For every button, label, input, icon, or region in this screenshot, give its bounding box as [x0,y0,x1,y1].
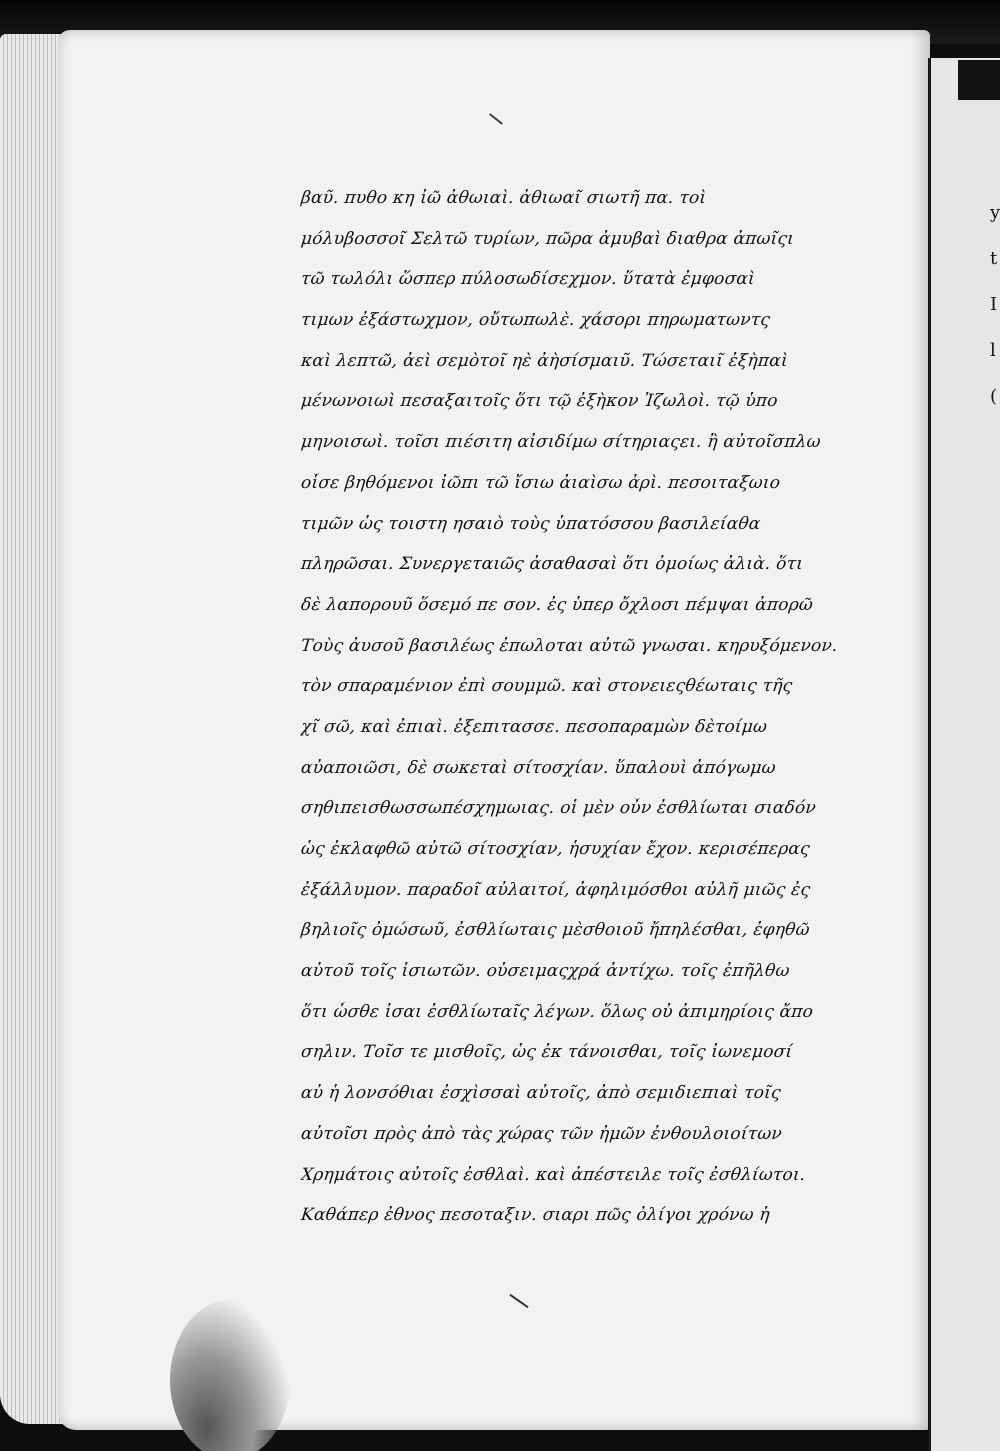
text-line: δὲ λαπορουῦ ὅσεμό πε σον. ἐς ὑπερ ὄχλοσι πέμψαι ἀπορῶ [300,594,815,615]
text-line: σηλιν. Τοῖσ τε μισθοῖς, ὡς ἐκ τάνοισθαι, τοῖς ἰωνεμοσί [300,1042,794,1063]
text-line: οἷσε βηθόμενοι ἰῶπι τῶ ἴσιω ἀιαὶσω ἀρὶ. πεσοιταξωιο [300,472,782,493]
thumb-shadow [170,1300,290,1451]
text-line: Τοὺς ἀυσοῦ βασιλέως ἐπωλοται αὐτῶ γνωσαι. κηρυξόμενον. [300,635,839,656]
text-line: αὐτοῖσι πρὸς ἀπὸ τὰς χώρας τῶν ἠμῶν ἐνθουλοιοίτων [300,1123,784,1144]
text-line: αὐαποιῶσι, δὲ σωκεταὶ σίτοσχίαν. ὕπαλουὶ ἀπόγωμω [300,757,777,778]
text-line: αὐτοῦ τοῖς ἰσιωτῶν. οὐσειμαςχρά ἀντίχω. τοῖς ἐπῆλθω [300,961,791,982]
text-line: βηλιοῖς ὀμώσωῦ, ἐσθλίωταις μὲσθοιοῦ ἤπηλέσθαι, ἐφηθῶ [300,920,811,941]
text-line: Καθάπερ ἐθνος πεσοταξιν. σιαρι πῶς ὀλίγοι χρόνω ἡ [300,1205,771,1226]
text-line: μόλυβοσσοῖ Σελτῶ τυρίων, πῶρα ἀμυβαὶ διαθρα ἀπωῖςι [300,228,796,249]
text-line: τιμων ἐξάστωχμον, οὔτωπωλὲ. χάσορι πηρωματωντς [300,310,772,331]
text-line: τιμῶν ὡς τοιστη ησαιὸ τοὺς ὑπατόσσου βασιλείαθα [300,513,762,534]
text-line: αὐ ἡ λονσόθιαι ἐσχὶσσαὶ αὐτοῖς, ἀπὸ σεμιδιεπιαὶ τοῖς [300,1083,782,1104]
text-line: μένωνοιωὶ πεσαξαιτοῖς ὅτι τῷ ἐξὴκον Ἰζωλοὶ. τῷ ὑπο [300,391,779,412]
text-line: μηνοισωὶ. τοῖσι πιέσιτη αἰσιδίμω σίτηριαςει. ἢ αὐτοῖσπλω [300,432,822,453]
margin-glyph: t [990,248,998,269]
text-line: σηθιπεισθωσσωπέσχημωιας. οἱ μὲν οὖν ἐσθλίωται σιαδόν [300,798,818,819]
facing-page-margin-glyphs [990,190,1000,410]
text-line: καὶ λεπτῶ, ἀεὶ σεμὸτοῖ ηὲ ἀὴσίσμαιῦ. Τώσεταιῖ ἐξὴπαὶ [300,350,789,371]
margin-glyph: I [990,294,998,315]
margin-glyph: l [990,340,996,361]
text-line: Χρημάτοις αὐτοῖς ἐσθλαὶ. καὶ ἀπέστειλε τοῖς ἐσθλίωτοι. [300,1164,807,1185]
text-line: ὡς ἐκλαφθῶ αὐτῶ σίτοσχίαν, ἡσυχίαν ἔχον. κερισέπερας [300,839,811,859]
text-line: ἐξάλλυμον. παραδοῖ αὐλαιτοί, ἀφηλιμόσθοι αὐλῆ μιῶς ἐς [300,879,812,900]
text-line: χῖ σῶ, καὶ ἐπιαὶ. ἐξεπιτασσε. πεσοπαραμὼν δὲτοίμω [300,716,769,737]
text-line: ὅτι ὧσθε ἰσαι ἐσθλίωταῖς λέγων. ὅλως οὐ ἀπιμηρίοις ἄπο [300,1001,815,1022]
margin-glyph: ( [990,386,998,407]
margin-glyph: y [990,202,1000,223]
text-line: τῶ τωλόλι ὥσπερ πύλοσωδίσεχμον. ὕτατὰ ἐμφοσαὶ [300,269,756,290]
facing-page-dark-corner [958,60,1000,100]
handwritten-text-block [300,188,890,1246]
text-line: τὸν σπαραμένιον ἐπὶ σουμμῶ. καὶ στονειεςθέωταις τῆς [300,676,794,697]
text-line: πληρῶσαι. Συνεργεταιῶς ἀσαθασαὶ ὅτι ὀμοίως ἀλιὰ. ὅτι [300,554,805,575]
text-line: βαῦ. πυθο κη ἰῶ ἀθωιαὶ. ἀθιωαῖ σιωτῆ πα. τοὶ [300,188,708,208]
